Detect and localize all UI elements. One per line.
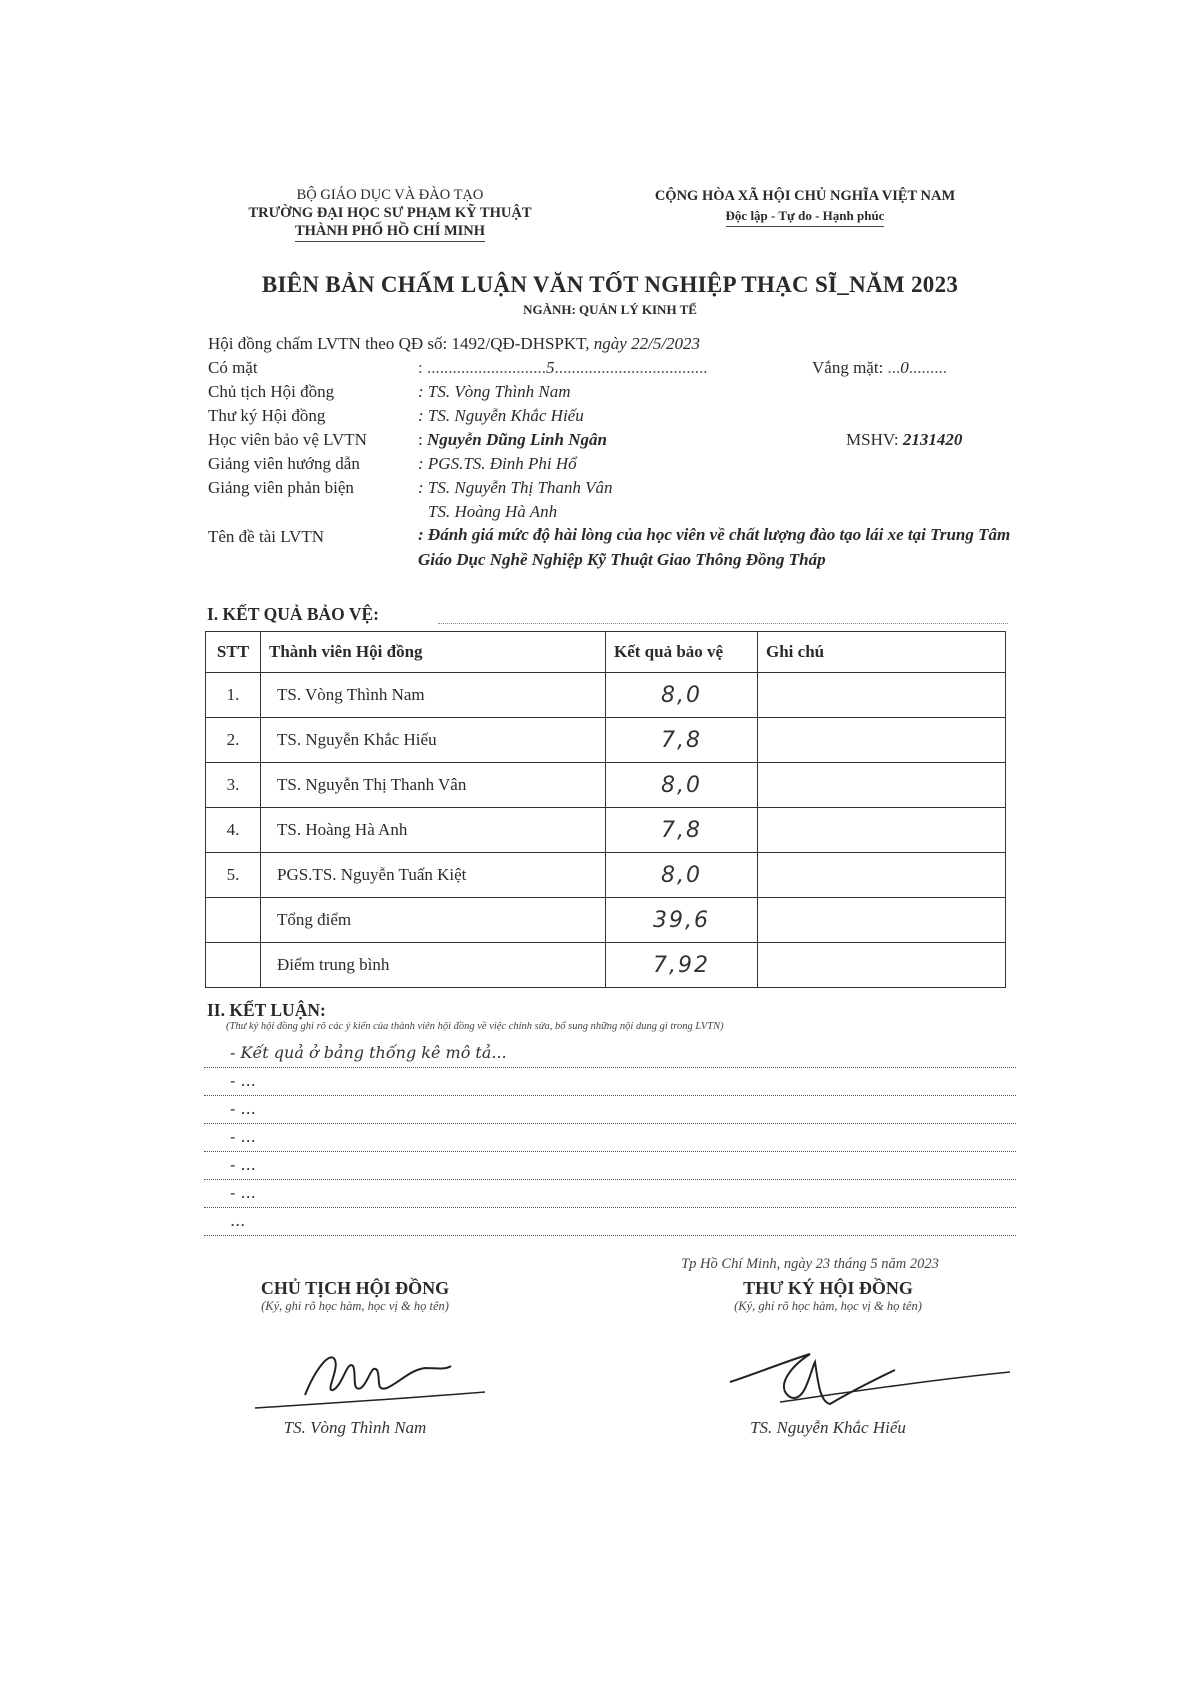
conclusion-line: - ... <box>204 1068 1016 1096</box>
national-title: CỘNG HÒA XÃ HỘI CHỦ NGHĨA VIỆT NAM <box>654 188 956 204</box>
section1-divider <box>438 623 1008 624</box>
table-row <box>206 808 1006 853</box>
row-note <box>758 808 1006 853</box>
row-score: 7,8 <box>606 808 758 853</box>
reviewer-label: Giảng viên phản biện <box>208 478 354 497</box>
decision-label: Hội đồng chấm LVTN theo QĐ số: 1492/QĐ-DHSPKT, <box>208 334 590 353</box>
conclusion-line: - ... <box>204 1124 1016 1152</box>
row-note <box>758 673 1006 718</box>
decision-date: ngày 22/5/2023 <box>593 334 701 353</box>
conclusion-line: ... <box>204 1208 1016 1236</box>
secretary-signature-note: (Ký, ghi rõ học hàm, học vị & họ tên) <box>734 1299 922 1313</box>
absent-label: Vắng mặt: <box>812 358 884 377</box>
document-subtitle: NGÀNH: QUẢN LÝ KINH TẾ <box>523 302 697 317</box>
average-value: 7,92 <box>606 943 758 988</box>
row-member: TS. Vòng Thình Nam <box>261 673 606 718</box>
student-id-value: 2131420 <box>902 430 963 449</box>
university-city: THÀNH PHỐ HỒ CHÍ MINH <box>295 222 485 242</box>
advisor-label: Giảng viên hướng dẫn <box>208 454 360 473</box>
student-value: Nguyễn Dũng Linh Ngân <box>426 430 607 449</box>
secretary-signature-name: TS. Nguyễn Khắc Hiếu <box>750 1418 906 1437</box>
average-row <box>206 943 1006 988</box>
section2-note: (Thư ký hội đồng ghi rõ các ý kiến của thành viên hội đồng về việc chỉnh sửa, bổ sung những nội dung gì trong LVTN) <box>226 1021 724 1032</box>
table-row <box>206 853 1006 898</box>
topic-label: Tên đề tài LVTN <box>208 527 324 546</box>
header-stt: STT <box>206 632 261 673</box>
conclusion-line: - ... <box>204 1152 1016 1180</box>
conclusion-line: - ... <box>204 1180 1016 1208</box>
conclusion-line: - Kết quả ở bảng thống kê mô tả... <box>204 1040 1016 1068</box>
header-note: Ghi chú <box>758 632 1006 673</box>
row-score: 8,0 <box>606 853 758 898</box>
total-row <box>206 898 1006 943</box>
row-note <box>758 853 1006 898</box>
average-label: Điểm trung bình <box>261 943 606 988</box>
ministry-name: BỘ GIÁO DỤC VÀ ĐÀO TẠO <box>296 187 484 203</box>
row-stt: 5. <box>206 853 261 898</box>
table-row <box>206 673 1006 718</box>
table-row <box>206 718 1006 763</box>
secretary-signature-title: THƯ KÝ HỘI ĐỒNG <box>743 1278 913 1298</box>
signing-date: Tp Hồ Chí Minh, ngày 23 tháng 5 năm 2023 <box>681 1256 939 1272</box>
total-label: Tổng điểm <box>261 898 606 943</box>
row-score: 8,0 <box>606 763 758 808</box>
table-header-row <box>206 632 1006 673</box>
row-score: 8,0 <box>606 673 758 718</box>
chair-signature-title: CHỦ TỊCH HỘI ĐỒNG <box>260 1278 450 1298</box>
chair-signature-block <box>195 1278 515 1314</box>
secretary-value: : TS. Nguyễn Khắc Hiếu <box>418 406 584 425</box>
student-id-field <box>846 428 962 451</box>
section1-title: I. KẾT QUẢ BẢO VỆ: <box>207 604 379 624</box>
present-value: 5 <box>545 358 555 377</box>
row-member: TS. Nguyễn Khắc Hiếu <box>261 718 606 763</box>
topic-value: : Đánh giá mức độ hài lòng của học viên về chất lượng đào tạo lái xe tại Trung Tâm Giáo Dục Nghề Nghiệp Kỹ Thuật Giao Thông Đồng Tháp <box>418 525 1011 569</box>
conclusion-line: - ... <box>204 1096 1016 1124</box>
reviewer2-value: TS. Hoàng Hà Anh <box>428 502 558 521</box>
secretary-signature-block <box>668 1278 988 1314</box>
chair-signature-name: TS. Vòng Thình Nam <box>283 1418 427 1437</box>
chair-signature <box>235 1330 495 1420</box>
row-stt: 2. <box>206 718 261 763</box>
row-stt: 1. <box>206 673 261 718</box>
row-member: TS. Nguyễn Thị Thanh Vân <box>261 763 606 808</box>
conclusion-lines <box>204 1040 1016 1236</box>
student-field: : Nguyễn Dũng Linh Ngân <box>418 430 607 449</box>
student-label: Học viên bảo vệ LVTN <box>208 430 367 449</box>
university-name: TRƯỜNG ĐẠI HỌC SƯ PHẠM KỸ THUẬT <box>248 205 532 221</box>
document-title: BIÊN BẢN CHẤM LUẬN VĂN TỐT NGHIỆP THẠC SĨ_NĂM 2023 <box>261 272 959 297</box>
ministry-header <box>200 186 580 242</box>
chair-value: : TS. Vòng Thình Nam <box>418 382 571 401</box>
reviewer1-value: : TS. Nguyễn Thị Thanh Vân <box>418 478 613 497</box>
chair-signature-note: (Ký, ghi rõ học hàm, học vị & họ tên) <box>261 1299 449 1313</box>
table-row <box>206 763 1006 808</box>
row-member: TS. Hoàng Hà Anh <box>261 808 606 853</box>
chair-label: Chủ tịch Hội đồng <box>208 382 335 401</box>
row-note <box>758 718 1006 763</box>
national-header <box>610 186 1000 227</box>
absent-value: 0 <box>900 358 909 377</box>
total-value: 39,6 <box>606 898 758 943</box>
secretary-label: Thư ký Hội đồng <box>208 406 326 425</box>
row-note <box>758 763 1006 808</box>
present-label: Có mặt <box>208 358 258 377</box>
advisor-value: : PGS.TS. Đinh Phi Hổ <box>418 454 577 473</box>
section2-title: II. KẾT LUẬN: <box>207 1000 326 1020</box>
secretary-signature <box>720 1332 1020 1422</box>
national-motto: Độc lập - Tự do - Hạnh phúc <box>726 206 885 227</box>
row-member: PGS.TS. Nguyễn Tuấn Kiệt <box>261 853 606 898</box>
row-score: 7,8 <box>606 718 758 763</box>
absent-field: Vắng mặt: ...0......... <box>812 358 948 377</box>
student-id-label: MSHV: <box>846 430 899 449</box>
row-stt: 4. <box>206 808 261 853</box>
row-stt: 3. <box>206 763 261 808</box>
header-result: Kết quả bảo vệ <box>606 632 758 673</box>
results-table <box>205 631 1006 988</box>
decision-line <box>208 332 700 355</box>
present-field: : ............................5.................................... <box>418 358 708 377</box>
header-member: Thành viên Hội đồng <box>261 632 606 673</box>
